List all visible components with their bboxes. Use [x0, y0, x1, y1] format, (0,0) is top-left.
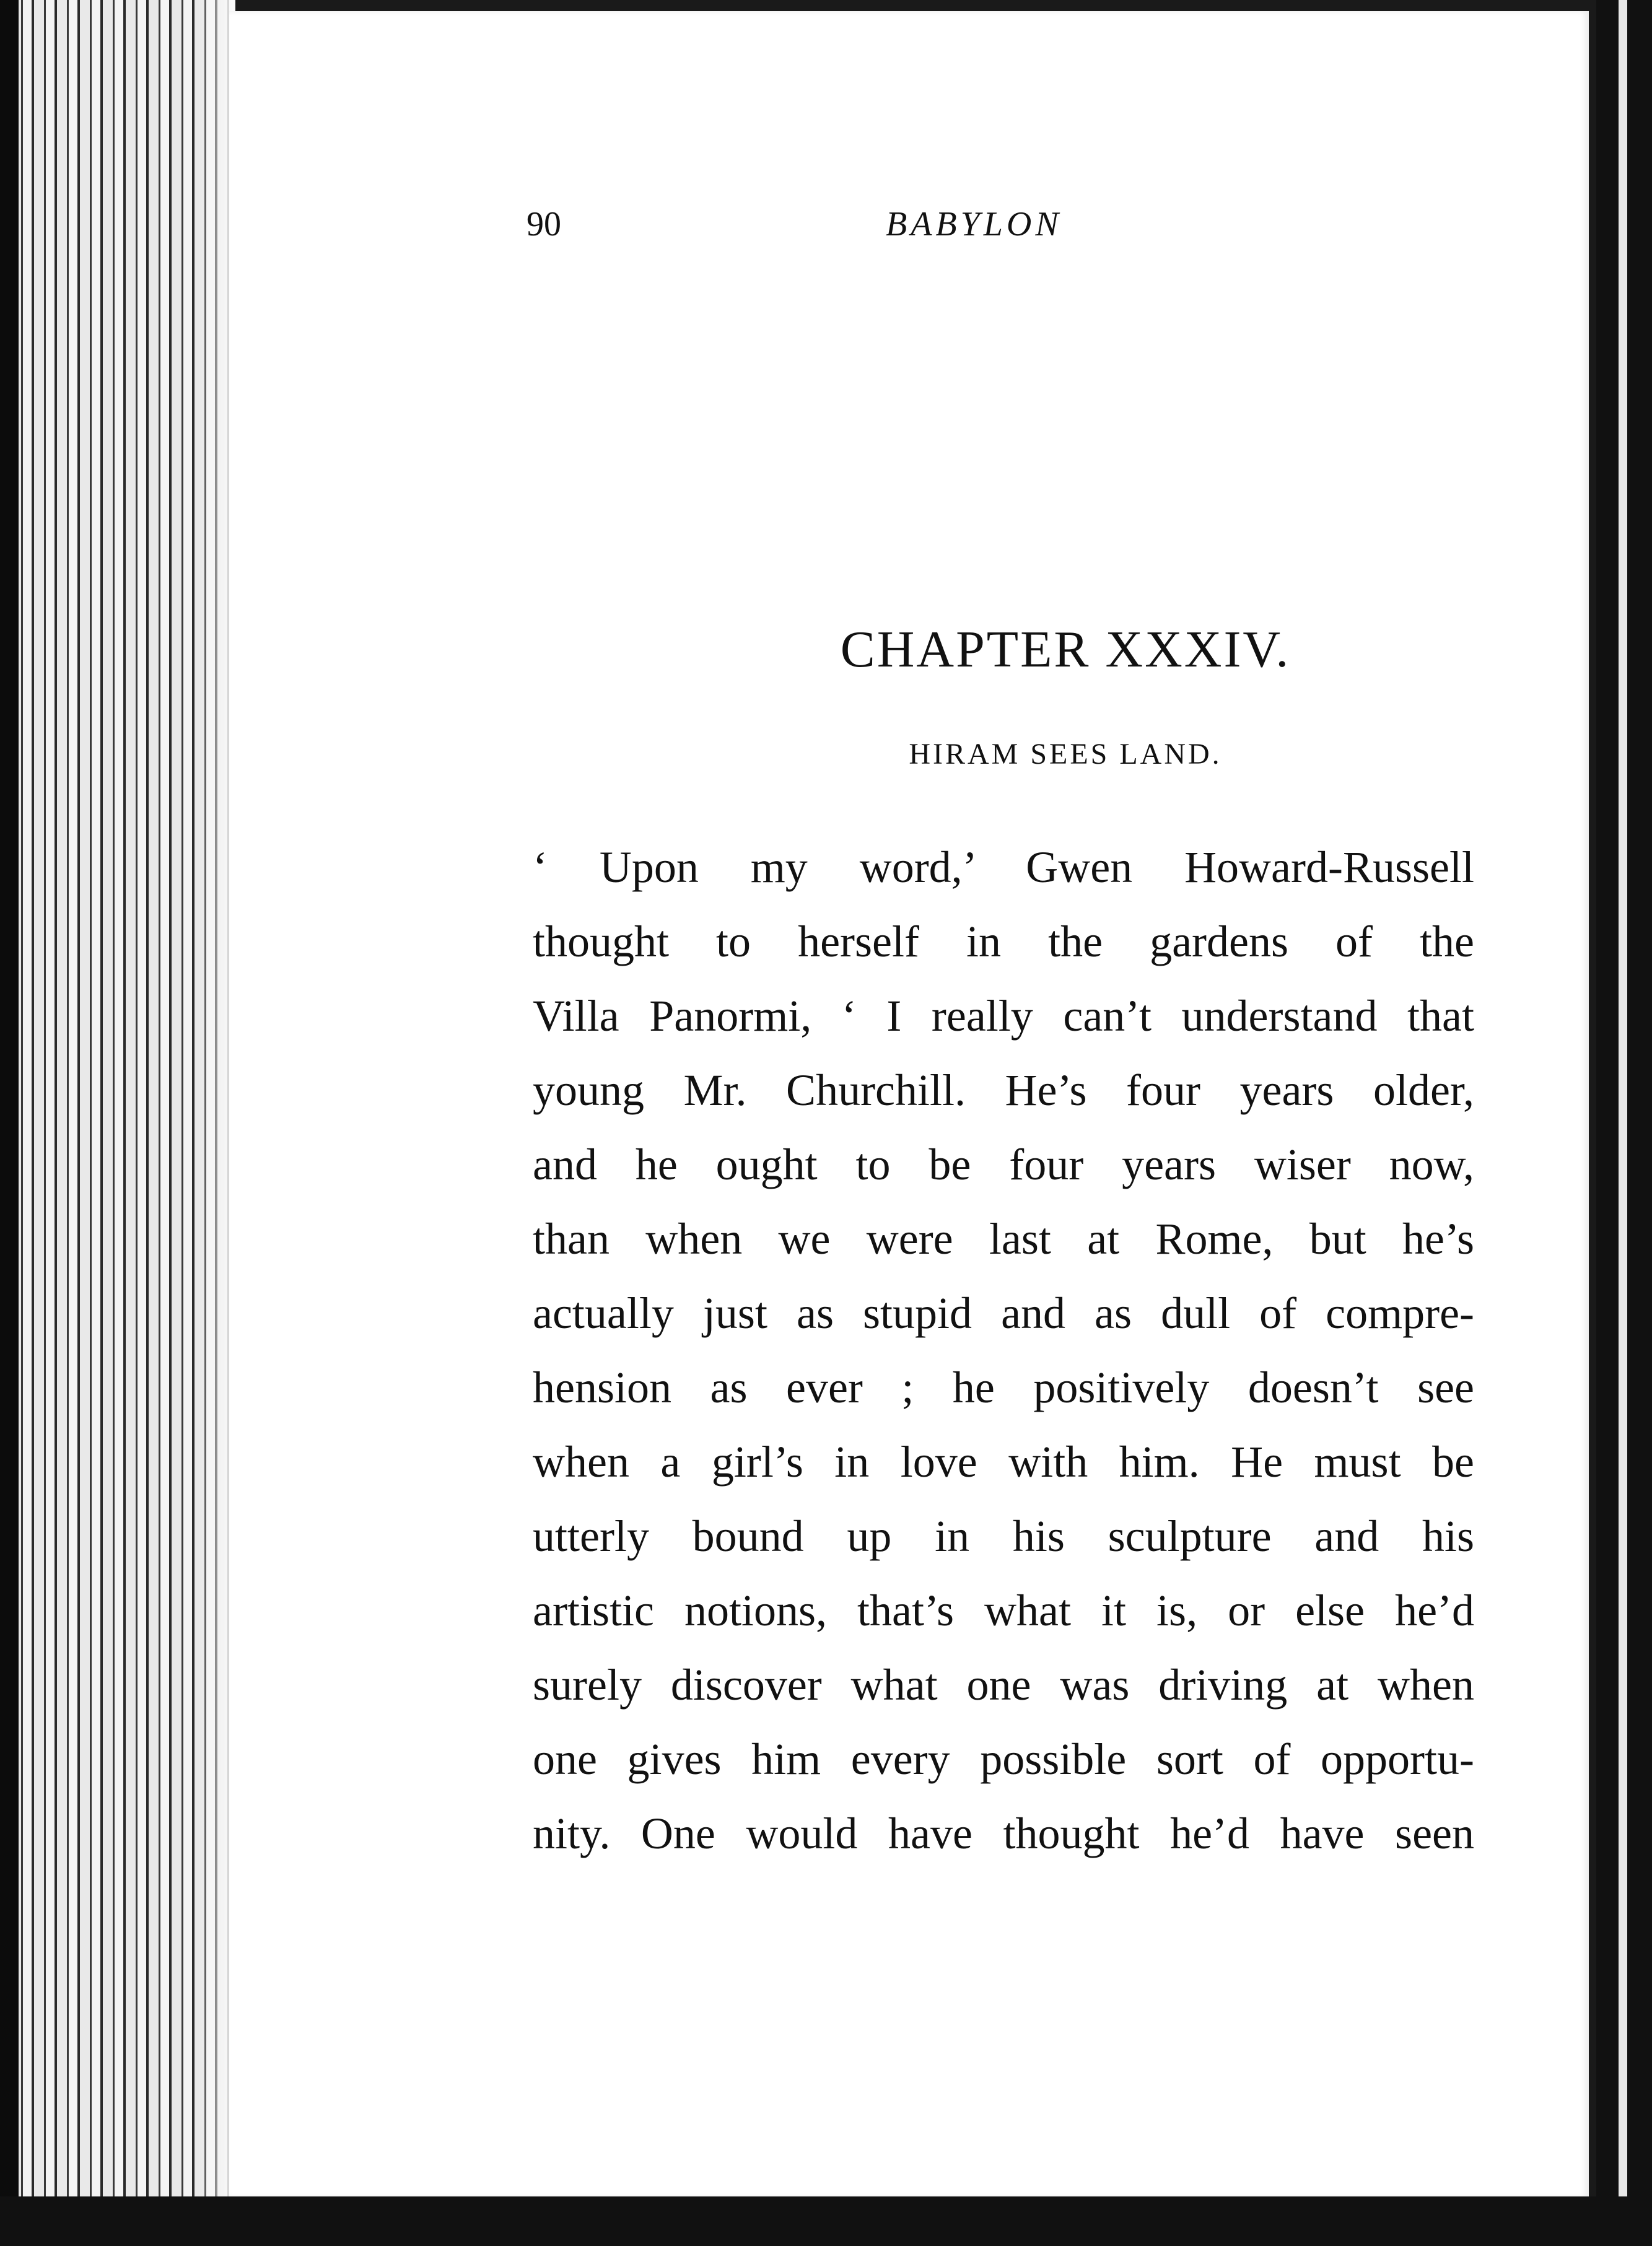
- body-line: when a girl’s in love with him. He must be: [533, 1437, 1474, 1487]
- book-title: BABYLON: [886, 205, 1062, 243]
- body-line: than when we were last at Rome, but he’s: [533, 1214, 1474, 1264]
- body-text: [533, 830, 1474, 1871]
- right-page-edge: [1619, 0, 1627, 2246]
- body-line: ‘ Upon my word,’ Gwen Howard-Russell: [533, 842, 1474, 892]
- body-line: and he ought to be four years wiser now,: [533, 1140, 1474, 1189]
- body-line: young Mr. Churchill. He’s four years older,: [533, 1065, 1474, 1115]
- body-line: nity. One would have thought he’d have seen: [533, 1809, 1474, 1858]
- body-line: surely discover what one was driving at when: [533, 1660, 1474, 1710]
- body-line: hension as ever ; he positively doesn’t see: [533, 1363, 1474, 1412]
- chapter-heading: CHAPTER XXXIV.: [840, 621, 1291, 678]
- body-line: Villa Panormi, ‘ I really can’t understand that: [533, 991, 1474, 1041]
- bottom-dark-edge: [0, 2196, 1652, 2246]
- left-dark-strip: [0, 0, 19, 2246]
- body-line: artistic notions, that’s what it is, or else he’d: [533, 1586, 1474, 1635]
- page-number: 90: [527, 205, 561, 243]
- running-head: [527, 204, 1295, 273]
- body-line: thought to herself in the gardens of the: [533, 917, 1474, 966]
- body-line: one gives him every possible sort of opportu-: [533, 1734, 1474, 1784]
- stacked-page-edges: [0, 0, 235, 2246]
- body-line: utterly bound up in his sculpture and his: [533, 1511, 1474, 1561]
- chapter-subtitle: HIRAM SEES LAND.: [909, 738, 1222, 771]
- body-line: actually just as stupid and as dull of compre-: [533, 1288, 1474, 1338]
